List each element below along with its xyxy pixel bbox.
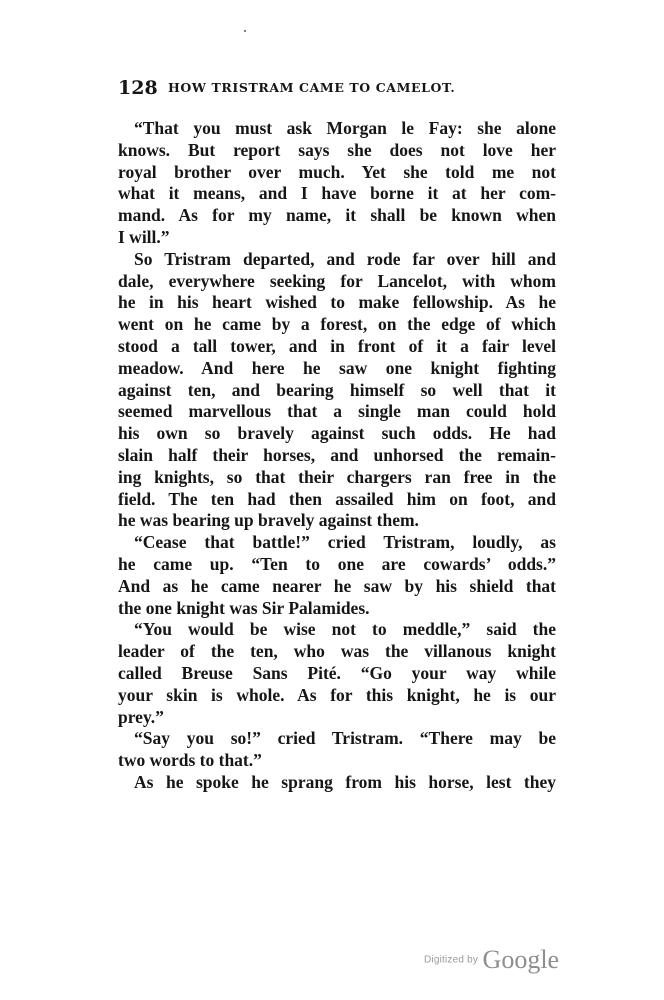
text-line: So Tristram departed, and rode far over hill and: [134, 248, 556, 269]
text-line: “You would be wise not to meddle,” said the: [134, 619, 556, 640]
text-line: prey.”: [118, 706, 164, 727]
text-line: “That you must ask Morgan le Fay: she alone: [134, 118, 556, 138]
text-line: leader of the ten, who was the villanous knight: [118, 641, 556, 662]
print-speck: [244, 30, 246, 32]
text-line: seemed marvellous that a single man could hold: [118, 401, 556, 422]
running-title: HOW TRISTRAM CAME TO CAMELOT.: [168, 80, 456, 95]
body-text: [118, 118, 556, 794]
text-line: As he spoke he sprang from his horse, lest they: [134, 771, 556, 792]
text-line: I will.”: [118, 226, 170, 247]
text-line: field. The ten had then assailed him on foot, and: [118, 488, 556, 509]
text-line: “Cease that battle!” cried Tristram, loudly, as: [134, 532, 556, 553]
text-line: his own so bravely against such odds. He had: [118, 423, 556, 444]
page-header: [118, 77, 550, 99]
text-line: stood a tall tower, and in front of it a fair level: [118, 335, 556, 356]
text-line: And as he came nearer he saw by his shield that: [118, 575, 556, 596]
text-line: he was bearing up bravely against them.: [118, 510, 419, 531]
google-logo: Google: [482, 945, 560, 974]
text-line: dale, everywhere seeking for Lancelot, with whom: [118, 270, 556, 291]
text-line: against ten, and bearing himself so well that it: [118, 379, 556, 400]
text-line: two words to that.”: [118, 750, 262, 771]
text-line: what it means, and I have borne it at her com-: [118, 183, 556, 204]
text-line: the one knight was Sir Palamides.: [118, 597, 370, 618]
text-line: he in his heart wished to make fellowship. As he: [118, 292, 556, 313]
text-line: went on he came by a forest, on the edge of which: [118, 314, 556, 335]
text-line: knows. But report says she does not love her: [118, 139, 556, 160]
text-line: royal brother over much. Yet she told me not: [118, 161, 556, 182]
text-line: your skin is whole. As for this knight, he is our: [118, 684, 556, 705]
text-line: mand. As for my name, it shall be known when: [118, 205, 556, 226]
page-number: 128: [118, 77, 158, 99]
text-line: meadow. And here he saw one knight fighting: [118, 357, 556, 378]
text-line: slain half their horses, and unhorsed the remain-: [118, 444, 556, 465]
watermark-prefix: Digitized by: [424, 954, 479, 966]
digitized-by-google-watermark: [424, 945, 559, 975]
text-line: “Say you so!” cried Tristram. “There may be: [134, 728, 556, 749]
text-line: ing knights, so that their chargers ran free in the: [118, 466, 556, 487]
text-line: he came up. “Ten to one are cowards’ odds.”: [118, 553, 556, 574]
text-line: called Breuse Sans Pité. “Go your way while: [118, 662, 556, 683]
